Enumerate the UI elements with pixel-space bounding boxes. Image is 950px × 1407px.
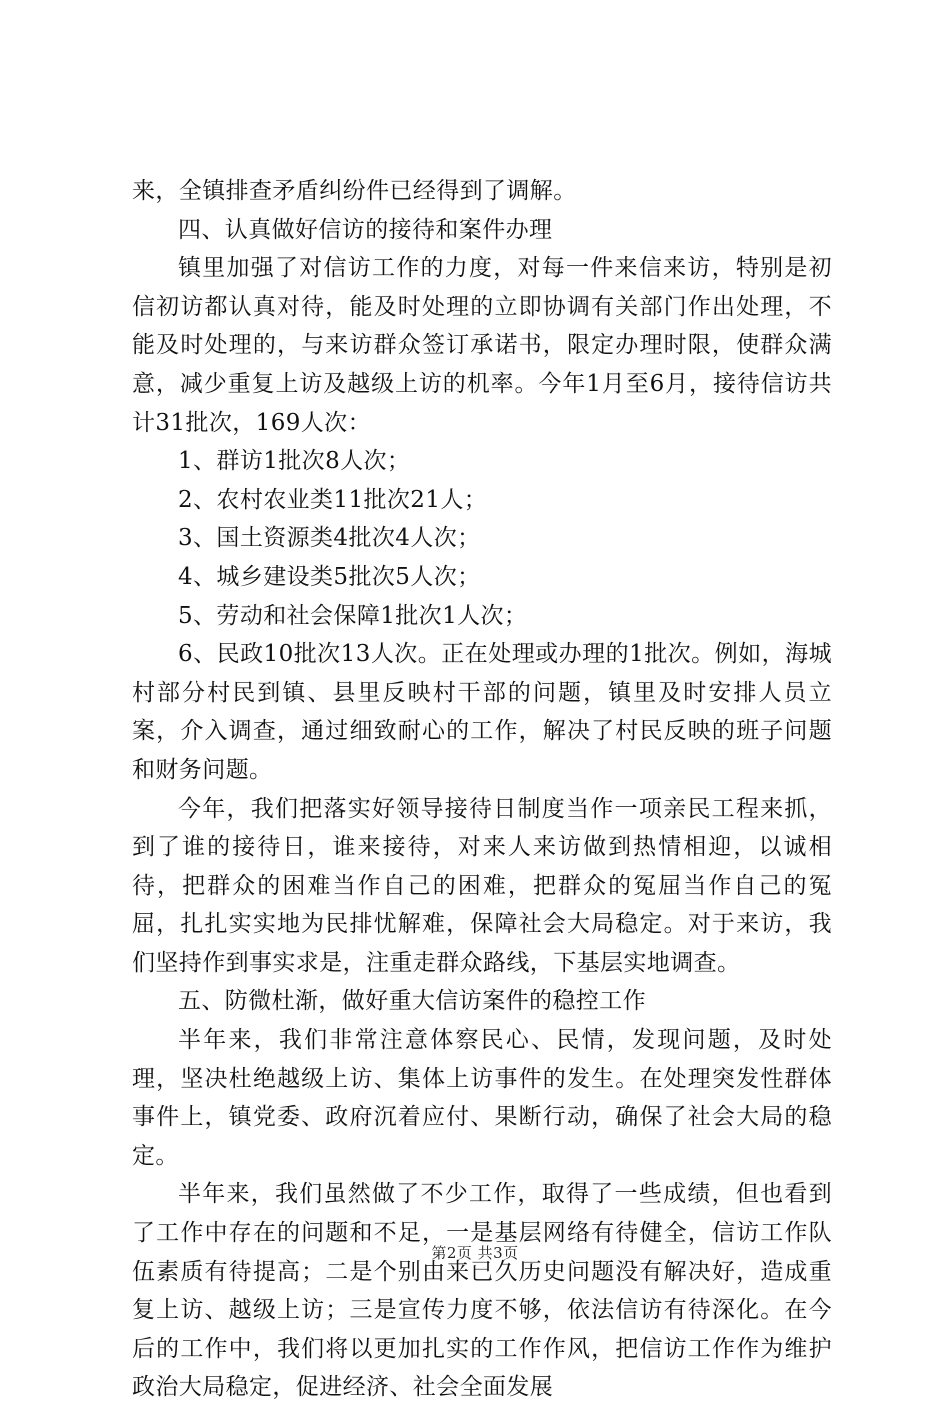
list-item-5: 5、劳动和社会保障1批次1人次；	[178, 602, 528, 629]
list-item-4: 4、城乡建设类5批次5人次；	[178, 563, 481, 590]
list-item-2: 2、农村农业类11批次21人；	[178, 486, 488, 513]
section-heading-5: 五、防微杜渐，做好重大信访案件的稳控工作	[178, 988, 646, 1015]
section-heading-4: 四、认真做好信访的接待和案件办理	[178, 216, 553, 243]
list-item-6: 6、民政10批次13人次。正在处理或办理的1批次。例如，海城村部分村民到镇、县里反映村干部的问题，镇里及时安排人员立案，介入调查，通过细致耐心的工作，解决了村民反映的班子问题和财务问题。	[132, 641, 832, 783]
list-item-3: 3、国土资源类4批次4人次；	[178, 525, 481, 552]
page-footer: 第2页 共3页	[431, 1244, 519, 1262]
document-body	[132, 172, 832, 1407]
paragraph-12: 半年来，我们非常注意体察民心、民情，发现问题，及时处理，坚决杜绝越级上访、集体上访事件的发生。在处理突发性群体事件上，镇党委、政府沉着应付、果断行动，确保了社会大局的稳定。	[132, 1027, 832, 1169]
paragraph-10: 今年，我们把落实好领导接待日制度当作一项亲民工程来抓，到了谁的接待日，谁来接待，对来人来访做到热情相迎，以诚相待，把群众的困难当作自己的困难，把群众的冤屈当作自己的冤屈，扎扎实实地为民排忧解难，保障社会大局稳定。对于来访，我们坚持作到事实求是，注重走群众路线，下基层实地调查。	[132, 795, 832, 976]
paragraph-3: 镇里加强了对信访工作的力度，对每一件来信来访，特别是初信初访都认真对待，能及时处理的立即协调有关部门作出处理，不能及时处理的，与来访群众签订承诺书，限定办理时限，使群众满意，减少重复上访及越级上访的机率。今年1月至6月，接待信访共计31批次，169人次：	[132, 255, 832, 436]
paragraph-13: 半年来，我们虽然做了不少工作，取得了一些成绩，但也看到了工作中存在的问题和不足，一是基层网络有待健全，信访工作队伍素质有待提高；二是个别由来已久历史问题没有解决好，造成重复上访、越级上访；三是宣传力度不够，依法信访有待深化。在今后的工作中，我们将以更加扎实的工作作风，把信访工作作为维护政治大局稳定，促进经济、社会全面发展	[132, 1181, 832, 1401]
list-item-1: 1、群访1批次8人次；	[178, 448, 411, 475]
paragraph-1: 来，全镇排查矛盾纠纷件已经得到了调解。	[132, 178, 577, 204]
